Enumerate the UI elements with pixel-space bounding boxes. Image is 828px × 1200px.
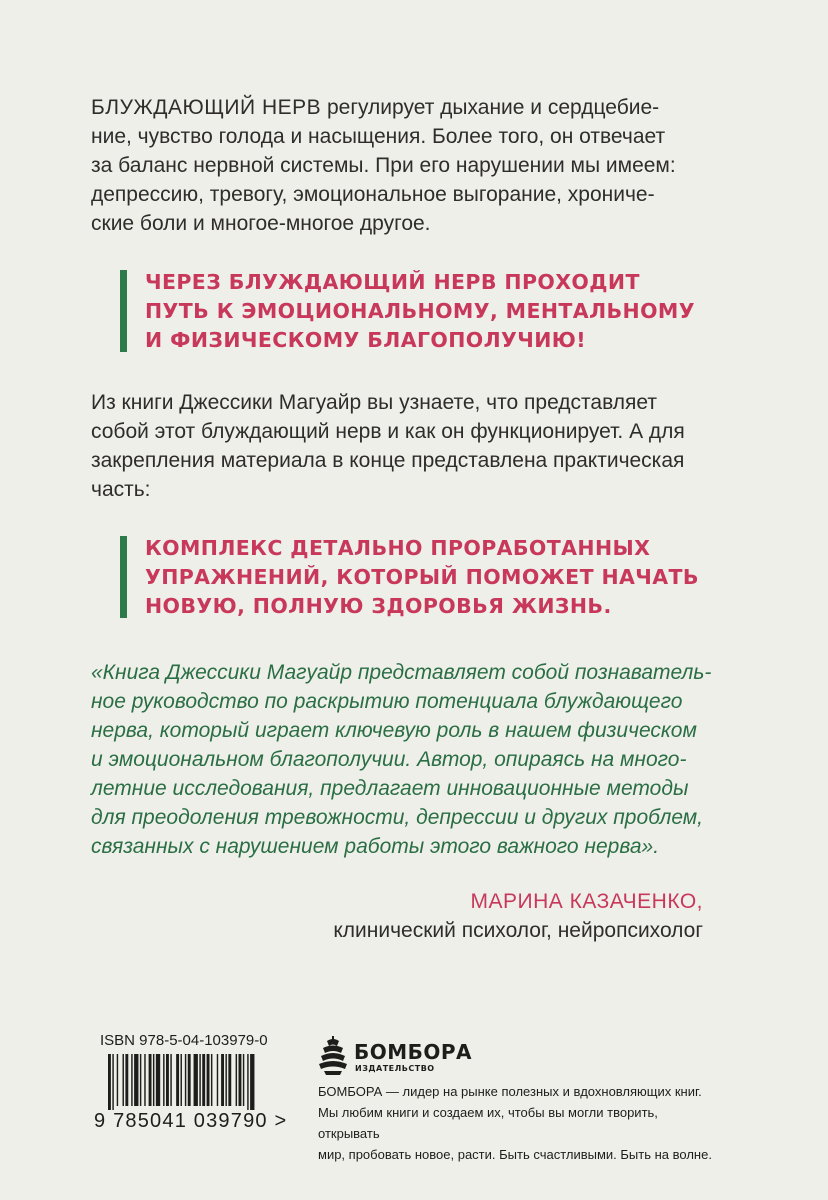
publisher-desc-line: БОМБОРА — лидер на рынке полезных и вдохновляющих книг. [318, 1084, 702, 1099]
quote-line: связанных с нарушением работы этого важного нерва». [91, 835, 660, 858]
barcode-bar [250, 1054, 254, 1110]
barcode-bar [221, 1054, 224, 1106]
bombora-logo-icon [318, 1034, 348, 1076]
quote-line: для преодоления тревожности, депрессии и других проблем, [91, 806, 704, 829]
body-line: часть: [91, 478, 151, 501]
barcode-bar [181, 1054, 182, 1106]
quote-line: и эмоциональном благополучии. Автор, опираясь на много- [91, 748, 687, 771]
intro-line: ние, чувство голода и насыщения. Более того, он отвечает [91, 125, 666, 148]
quote-line: нерва, который играет ключевую роль в нашем физическом [91, 719, 697, 742]
callout-emotional-wellbeing [120, 268, 700, 356]
publisher-desc-line: мир, пробовать новое, расти. Быть счастливыми. Быть на волне. [318, 1147, 712, 1162]
body-line: Из книги Джессики Магуайр вы узнаете, что представляет [91, 391, 658, 414]
callout-exercises [120, 534, 700, 622]
barcode-bar [131, 1054, 132, 1106]
publisher-desc-line: Мы любим книги и создаем их, чтобы вы могли творить, открывать [318, 1105, 658, 1141]
barcode-bar [149, 1054, 152, 1106]
barcode-bar [112, 1054, 113, 1110]
callout-line: КОМПЛЕКС ДЕТАЛЬНО ПРОРАБОТАННЫХ [145, 536, 651, 560]
barcode-icon [94, 1054, 294, 1110]
quote-line: летние исследования, предлагает инновационные методы [91, 777, 689, 800]
barcode-bar [166, 1054, 169, 1106]
publisher-subtitle: ИЗДАТЕЛЬСТВО [355, 1064, 435, 1073]
isbn-barcode-block [94, 1032, 306, 1132]
intro-line: регулирует дыхание и сердцебие- [321, 96, 660, 119]
barcode-bar [185, 1054, 186, 1106]
barcode-bar [236, 1054, 237, 1106]
publisher-description [318, 1081, 718, 1165]
barcode-bar [134, 1054, 138, 1106]
barcode-bar [247, 1054, 248, 1110]
barcode-bar [199, 1054, 200, 1106]
intro-line: депрессию, тревогу, эмоциональное выгорание, хрониче- [91, 183, 655, 206]
body-line: собой этот блуждающий нерв и как он функционирует. А для [91, 420, 685, 443]
callout-accent-bar [120, 536, 127, 618]
quote-line: «Книга Джессики Магуайр представляет собой познаватель- [91, 661, 712, 684]
callout-text [145, 534, 705, 621]
book-description-paragraph [91, 388, 741, 504]
review-quote [91, 658, 741, 861]
intro-line: ские боли и многое-многое другое. [91, 212, 431, 235]
barcode-digits: 9 785041 039790 > [94, 1110, 288, 1132]
barcode-bar [108, 1054, 111, 1110]
barcode-bar [202, 1054, 205, 1106]
callout-line: НОВУЮ, ПОЛНУЮ ЗДОРОВЬЯ ЖИЗНЬ. [145, 594, 612, 618]
barcode-bar [117, 1054, 118, 1106]
callout-line: ПУТЬ К ЭМОЦИОНАЛЬНОМУ, МЕНТАЛЬНОМУ [145, 299, 695, 323]
barcode-bar [163, 1054, 164, 1106]
author-name: МАРИНА КАЗАЧЕНКО, [470, 890, 703, 913]
barcode-bar [170, 1054, 171, 1106]
isbn-number: ISBN 978-5-04-103979-0 [100, 1032, 268, 1049]
quote-line: ное руководство по раскрытию потенциала блуждающего [91, 690, 683, 713]
barcode-bar [144, 1054, 145, 1106]
barcode-bar [225, 1054, 226, 1106]
intro-paragraph [91, 93, 741, 238]
callout-accent-bar [120, 270, 127, 352]
callout-line: УПРАЖНЕНИЙ, КОТОРЫЙ ПОМОЖЕТ НАЧАТЬ [145, 565, 699, 589]
author-role: клинический психолог, нейропсихолог [333, 919, 703, 942]
barcode-bar [211, 1054, 212, 1106]
callout-line: ЧЕРЕЗ БЛУЖДАЮЩИЙ НЕРВ ПРОХОДИТ [145, 270, 640, 294]
barcode-bar [140, 1054, 141, 1106]
barcode-bar [207, 1054, 210, 1106]
publisher-name: БОМБОРА [354, 1040, 473, 1064]
intro-line: за баланс нервной системы. При его нарушении мы имеем: [91, 154, 676, 177]
barcode-bar [153, 1054, 154, 1106]
barcode-bar [188, 1054, 191, 1106]
barcode-bar [194, 1054, 198, 1106]
quote-author [203, 887, 703, 945]
callout-line: И ФИЗИЧЕСКОМУ БЛАГОПОЛУЧИЮ! [145, 328, 586, 352]
barcode-bar [125, 1054, 128, 1106]
barcode-bar [176, 1054, 179, 1106]
barcode-bar [243, 1054, 244, 1106]
body-line: закрепления материала в конце представлена практическая [91, 449, 685, 472]
intro-lead: БЛУЖДАЮЩИЙ НЕРВ [91, 96, 322, 119]
barcode-bar [156, 1054, 160, 1106]
barcode-bar [217, 1054, 218, 1106]
callout-text [145, 268, 705, 355]
publisher-block [318, 1032, 718, 1162]
barcode-bar [123, 1054, 124, 1106]
barcode-bar [239, 1054, 242, 1106]
barcode-bar [228, 1054, 231, 1106]
